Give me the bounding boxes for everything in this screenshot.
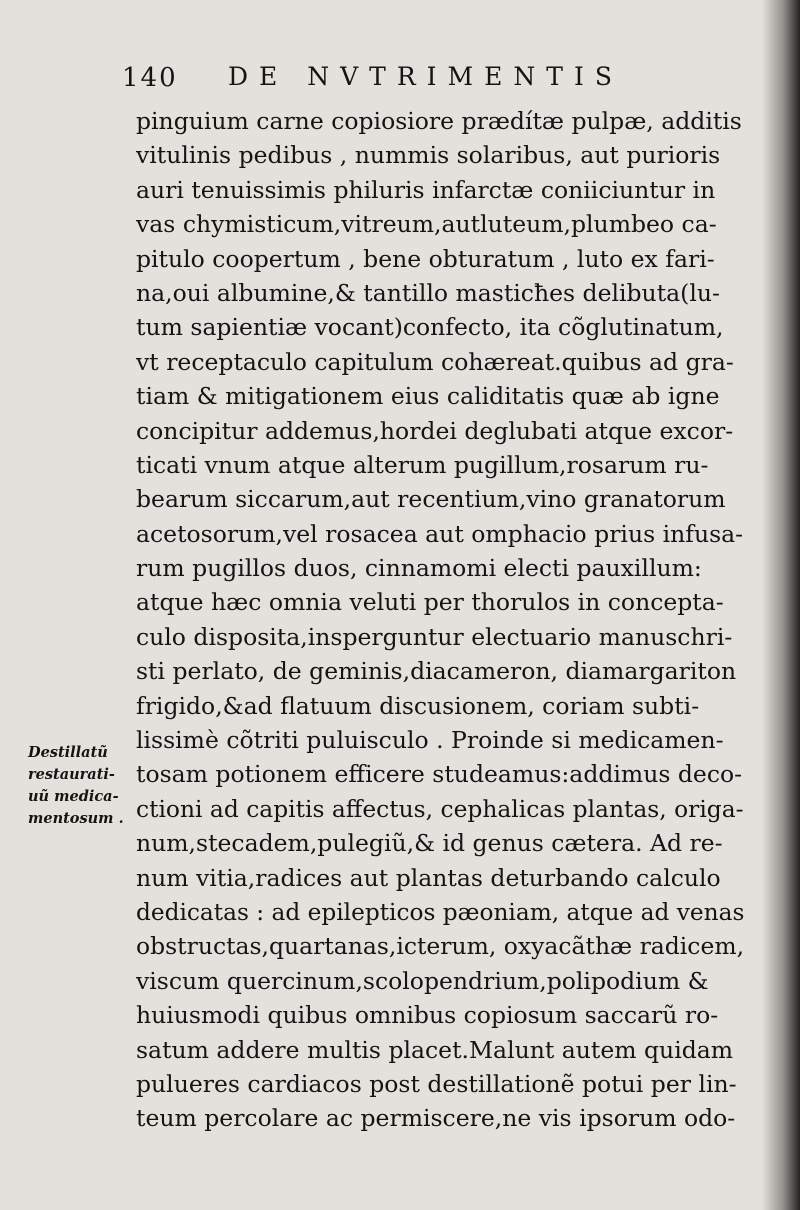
running-head: DE NVTRIMENTIS	[228, 62, 623, 91]
text-line: ticati vnum atque alterum pugillum,rosarum ru-	[136, 450, 709, 479]
text-line: culo disposita,insperguntur electuario manuschri-	[136, 622, 733, 651]
text-line: lissimè cõtriti puluisculo . Proinde si medicamen-	[136, 726, 724, 755]
text-line: vas chymisticum,vitreum,autluteum,plumbeo ca-	[136, 210, 717, 239]
margin-note-line: uũ medica-	[28, 788, 119, 805]
text-line: auri tenuissimis philuris infarctæ coniiciuntur in	[136, 175, 716, 204]
text-line: rum pugillos duos, cinnamomi electi pauxillum:	[136, 554, 702, 583]
text-line: viscum quercinum,scolopendrium,polipodium &	[136, 966, 709, 995]
text-line: dedicatas : ad epilepticos pæoniam, atque ad venas	[136, 897, 745, 926]
text-line: bearum siccarum,aut recentium,vino granatorum	[136, 485, 726, 514]
page-number: 140	[122, 63, 178, 93]
text-line: num,stecadem,pulegiũ,& id genus cætera. Ad re-	[136, 829, 723, 858]
text-line: ctioni ad capitis affectus, cephalicas plantas, origa-	[136, 794, 744, 823]
text-line: vt receptaculo capitulum cohæreat.quibus ad gra-	[136, 347, 734, 376]
text-line: huiusmodi quibus omnibus copiosum saccarũ ro-	[136, 1001, 719, 1030]
text-line: pulueres cardiacos post destillationẽ potui per lin-	[136, 1069, 737, 1098]
margin-note-line: Destillatũ	[28, 744, 108, 761]
text-line: concipitur addemus,hordei deglubati atque excor-	[136, 416, 734, 445]
text-line: vitulinis pedibus , nummis solaribus, aut purioris	[136, 141, 721, 170]
text-line: atque hæc omnia veluti per thorulos in concepta-	[136, 588, 724, 617]
page-edge-shadow	[762, 0, 800, 1210]
text-line: na,oui albumine,& tantillo masticħes delibuta(lu-	[136, 278, 720, 307]
margin-note-line: mentosum .	[28, 810, 124, 827]
text-line: satum addere multis placet.Malunt autem quidam	[136, 1035, 734, 1064]
text-line: sti perlato, de geminis,diacameron, diamargariton	[136, 657, 737, 686]
margin-note	[28, 742, 136, 830]
text-line: num vitia,radices aut plantas deturbando calculo	[136, 863, 721, 892]
text-line: acetosorum,vel rosacea aut omphacio prius infusa-	[136, 519, 744, 548]
body-text	[136, 104, 744, 1136]
margin-note-line: restaurati-	[28, 766, 115, 783]
text-line: tosam potionem efficere studeamus:addimus deco-	[136, 760, 743, 789]
text-line: frigido,&ad flatuum discusionem, coriam subti-	[136, 691, 700, 720]
text-line: obstructas,quartanas,icterum, oxyacãthæ radicem,	[136, 932, 745, 961]
text-line: tum sapientiæ vocant)confecto, ita cõglutinatum,	[136, 313, 724, 342]
text-line: teum percolare ac permiscere,ne vis ipsorum odo-	[136, 1104, 736, 1133]
text-line: pitulo coopertum , bene obturatum , luto ex fari-	[136, 244, 715, 273]
text-line: tiam & mitigationem eius caliditatis quæ ab igne	[136, 382, 720, 411]
text-line: pinguium carne copiosiore prædítæ pulpæ, additis	[136, 107, 742, 135]
